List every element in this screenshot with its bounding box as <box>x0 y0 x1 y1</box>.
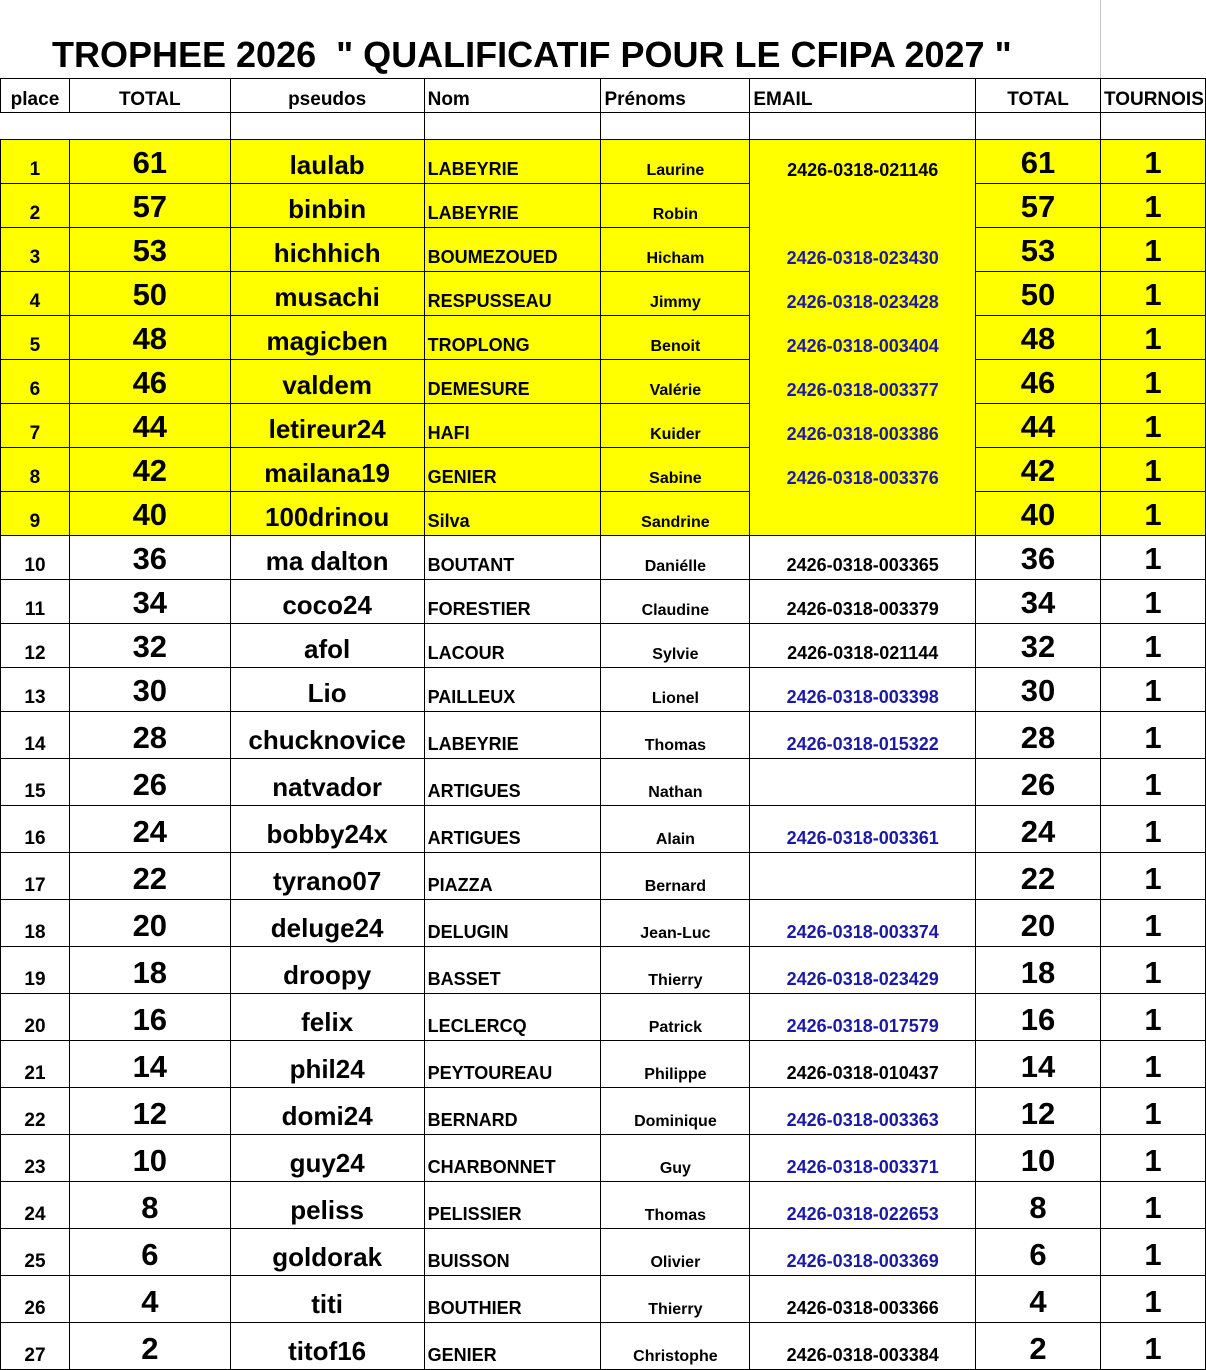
email-cell[interactable]: 2426-0318-023428 <box>750 272 976 316</box>
header-place[interactable]: place <box>1 79 70 113</box>
tournois-cell[interactable]: 1 <box>1100 759 1205 806</box>
tournois-cell[interactable]: 1 <box>1100 140 1205 184</box>
total-2-cell[interactable]: 6 <box>976 1229 1101 1276</box>
place-cell[interactable]: 18 <box>1 900 70 947</box>
total-cell[interactable]: 4 <box>69 1276 230 1323</box>
nom-cell[interactable]: FORESTIER <box>424 580 601 624</box>
tournois-cell[interactable]: 1 <box>1100 994 1205 1041</box>
tournois-cell[interactable]: 1 <box>1100 404 1205 448</box>
table-row <box>1 272 1206 316</box>
nom-cell[interactable]: CHARBONNET <box>424 1135 601 1182</box>
nom-cell[interactable]: LABEYRIE <box>424 712 601 759</box>
pseudo-cell[interactable]: felix <box>230 994 424 1041</box>
place-cell[interactable]: 24 <box>1 1182 70 1229</box>
prenom-cell[interactable]: Laurine <box>601 140 750 184</box>
total-cell[interactable]: 32 <box>69 624 230 668</box>
total-cell[interactable]: 22 <box>69 853 230 900</box>
nom-cell[interactable]: GENIER <box>424 1323 601 1370</box>
place-cell[interactable]: 23 <box>1 1135 70 1182</box>
pseudo-cell[interactable]: valdem <box>230 360 424 404</box>
tournois-cell[interactable]: 1 <box>1100 668 1205 712</box>
table-row <box>1 1323 1206 1370</box>
table-row <box>1 806 1206 853</box>
nom-cell[interactable]: LECLERCQ <box>424 994 601 1041</box>
table-row <box>1 668 1206 712</box>
nom-cell[interactable]: ARTIGUES <box>424 759 601 806</box>
table-row <box>1 1229 1206 1276</box>
pseudo-cell[interactable]: goldorak <box>230 1229 424 1276</box>
prenom-cell[interactable]: Valérie <box>601 360 750 404</box>
prenom-cell[interactable]: Thomas <box>601 712 750 759</box>
tournois-cell[interactable]: 1 <box>1100 1135 1205 1182</box>
tournois-cell[interactable]: 1 <box>1100 536 1205 580</box>
place-cell[interactable]: 13 <box>1 668 70 712</box>
nom-cell[interactable]: PELISSIER <box>424 1182 601 1229</box>
total-cell[interactable]: 40 <box>69 492 230 536</box>
place-cell[interactable]: 9 <box>1 492 70 536</box>
total-2-cell[interactable]: 12 <box>976 1088 1101 1135</box>
prenom-cell[interactable]: Daniélle <box>601 536 750 580</box>
total-2-cell[interactable]: 40 <box>976 492 1101 536</box>
total-cell[interactable]: 2 <box>69 1323 230 1370</box>
total-cell[interactable]: 44 <box>69 404 230 448</box>
table-row <box>1 360 1206 404</box>
table-row <box>1 448 1206 492</box>
nom-cell[interactable]: PIAZZA <box>424 853 601 900</box>
pseudo-cell[interactable]: tyrano07 <box>230 853 424 900</box>
place-cell[interactable]: 1 <box>1 140 70 184</box>
nom-cell[interactable]: HAFI <box>424 404 601 448</box>
nom-cell[interactable]: Silva <box>424 492 601 536</box>
tournois-cell[interactable]: 1 <box>1100 624 1205 668</box>
prenom-cell[interactable]: Olivier <box>601 1229 750 1276</box>
nom-cell[interactable]: BOUTANT <box>424 536 601 580</box>
email-cell[interactable]: 2426-0318-022653 <box>750 1182 976 1229</box>
total-2-cell[interactable]: 14 <box>976 1041 1101 1088</box>
total-2-cell[interactable]: 42 <box>976 448 1101 492</box>
total-2-cell[interactable]: 50 <box>976 272 1101 316</box>
pseudo-cell[interactable]: magicben <box>230 316 424 360</box>
tournois-cell[interactable]: 1 <box>1100 806 1205 853</box>
prenom-cell[interactable]: Claudine <box>601 580 750 624</box>
email-cell[interactable] <box>750 759 976 806</box>
table-row <box>1 580 1206 624</box>
tournois-cell[interactable]: 1 <box>1100 1229 1205 1276</box>
header-row <box>1 79 1206 113</box>
email-cell[interactable] <box>750 853 976 900</box>
table-row <box>1 404 1206 448</box>
table-row <box>1 1088 1206 1135</box>
column-divider <box>1100 0 1101 78</box>
sheet-title-area <box>0 0 1100 78</box>
total-cell[interactable]: 36 <box>69 536 230 580</box>
table-row <box>1 492 1206 536</box>
prenom-cell[interactable]: Thierry <box>601 947 750 994</box>
total-cell[interactable]: 18 <box>69 947 230 994</box>
prenom-cell[interactable]: Hicham <box>601 228 750 272</box>
total-2-cell[interactable]: 20 <box>976 900 1101 947</box>
total-2-cell[interactable]: 16 <box>976 994 1101 1041</box>
email-cell[interactable]: 2426-0318-003366 <box>750 1276 976 1323</box>
email-cell[interactable]: 2426-0318-021146 <box>750 140 976 184</box>
place-cell[interactable]: 5 <box>1 316 70 360</box>
tournois-cell[interactable]: 1 <box>1100 1276 1205 1323</box>
prenom-cell[interactable]: Bernard <box>601 853 750 900</box>
nom-cell[interactable]: ARTIGUES <box>424 806 601 853</box>
nom-cell[interactable]: BERNARD <box>424 1088 601 1135</box>
table-row <box>1 624 1206 668</box>
prenom-cell[interactable]: Guy <box>601 1135 750 1182</box>
prenom-cell[interactable]: Robin <box>601 184 750 228</box>
total-cell[interactable]: 14 <box>69 1041 230 1088</box>
table-row <box>1 759 1206 806</box>
email-cell[interactable]: 2426-0318-021144 <box>750 624 976 668</box>
place-cell[interactable]: 12 <box>1 624 70 668</box>
total-2-cell[interactable]: 30 <box>976 668 1101 712</box>
tournois-cell[interactable]: 1 <box>1100 853 1205 900</box>
table-row <box>1 900 1206 947</box>
total-cell[interactable]: 16 <box>69 994 230 1041</box>
pseudo-cell[interactable]: peliss <box>230 1182 424 1229</box>
table-row <box>1 853 1206 900</box>
place-cell[interactable]: 19 <box>1 947 70 994</box>
place-cell[interactable]: 2 <box>1 184 70 228</box>
place-cell[interactable]: 10 <box>1 536 70 580</box>
pseudo-cell[interactable]: ma dalton <box>230 536 424 580</box>
pseudo-cell[interactable]: Lio <box>230 668 424 712</box>
pseudo-cell[interactable]: natvador <box>230 759 424 806</box>
place-cell[interactable]: 14 <box>1 712 70 759</box>
prenom-cell[interactable]: Thierry <box>601 1276 750 1323</box>
nom-cell[interactable]: GENIER <box>424 448 601 492</box>
total-2-cell[interactable]: 26 <box>976 759 1101 806</box>
total-2-cell[interactable]: 48 <box>976 316 1101 360</box>
email-cell[interactable] <box>750 492 976 536</box>
tournois-cell[interactable]: 1 <box>1100 272 1205 316</box>
total-2-cell[interactable]: 18 <box>976 947 1101 994</box>
place-cell[interactable]: 6 <box>1 360 70 404</box>
pseudo-cell[interactable]: titof16 <box>230 1323 424 1370</box>
tournois-cell[interactable]: 1 <box>1100 448 1205 492</box>
tournois-cell[interactable]: 1 <box>1100 360 1205 404</box>
pseudo-cell[interactable]: binbin <box>230 184 424 228</box>
nom-cell[interactable]: LABEYRIE <box>424 140 601 184</box>
email-cell[interactable]: 2426-0318-003363 <box>750 1088 976 1135</box>
header-pseudos[interactable]: pseudos <box>230 79 424 113</box>
tournois-cell[interactable]: 1 <box>1100 1041 1205 1088</box>
total-2-cell[interactable]: 4 <box>976 1276 1101 1323</box>
table-row <box>1 712 1206 759</box>
total-2-cell[interactable]: 36 <box>976 536 1101 580</box>
email-cell[interactable]: 2426-0318-003371 <box>750 1135 976 1182</box>
total-2-cell[interactable]: 10 <box>976 1135 1101 1182</box>
pseudo-cell[interactable]: bobby24x <box>230 806 424 853</box>
prenom-cell[interactable]: Dominique <box>601 1088 750 1135</box>
place-cell[interactable]: 7 <box>1 404 70 448</box>
table-row <box>1 994 1206 1041</box>
nom-cell[interactable]: PAILLEUX <box>424 668 601 712</box>
prenom-cell[interactable]: Philippe <box>601 1041 750 1088</box>
pseudo-cell[interactable]: laulab <box>230 140 424 184</box>
nom-cell[interactable]: BASSET <box>424 947 601 994</box>
place-cell[interactable]: 20 <box>1 994 70 1041</box>
total-cell[interactable]: 28 <box>69 712 230 759</box>
place-cell[interactable]: 11 <box>1 580 70 624</box>
tournois-cell[interactable]: 1 <box>1100 316 1205 360</box>
place-cell[interactable]: 27 <box>1 1323 70 1370</box>
email-cell[interactable]: 2426-0318-023430 <box>750 228 976 272</box>
nom-cell[interactable]: LABEYRIE <box>424 184 601 228</box>
email-cell[interactable]: 2426-0318-003369 <box>750 1229 976 1276</box>
prenom-cell[interactable]: Benoit <box>601 316 750 360</box>
email-cell[interactable]: 2426-0318-003377 <box>750 360 976 404</box>
email-cell[interactable]: 2426-0318-003376 <box>750 448 976 492</box>
tournois-cell[interactable]: 1 <box>1100 1182 1205 1229</box>
nom-cell[interactable]: PEYTOUREAU <box>424 1041 601 1088</box>
total-2-cell[interactable]: 22 <box>976 853 1101 900</box>
total-2-cell[interactable]: 46 <box>976 360 1101 404</box>
tournois-cell[interactable]: 1 <box>1100 1323 1205 1370</box>
table-row <box>1 1135 1206 1182</box>
pseudo-cell[interactable]: titi <box>230 1276 424 1323</box>
sheet-title: TROPHEE 2026 " QUALIFICATIF POUR LE CFIPA 2027 " <box>52 34 1012 75</box>
table-row <box>1 1182 1206 1229</box>
header-nom[interactable]: Nom <box>424 79 601 113</box>
total-2-cell[interactable]: 8 <box>976 1182 1101 1229</box>
place-cell[interactable]: 21 <box>1 1041 70 1088</box>
total-cell[interactable]: 12 <box>69 1088 230 1135</box>
prenom-cell[interactable]: Kuider <box>601 404 750 448</box>
email-cell[interactable] <box>750 184 976 228</box>
spacer-row <box>1 113 1206 140</box>
total-cell[interactable]: 48 <box>69 316 230 360</box>
pseudo-cell[interactable]: guy24 <box>230 1135 424 1182</box>
tournois-cell[interactable]: 1 <box>1100 947 1205 994</box>
pseudo-cell[interactable]: coco24 <box>230 580 424 624</box>
tournois-cell[interactable]: 1 <box>1100 492 1205 536</box>
header-total[interactable]: TOTAL <box>69 79 230 113</box>
prenom-cell[interactable]: Christophe <box>601 1323 750 1370</box>
nom-cell[interactable]: TROPLONG <box>424 316 601 360</box>
total-2-cell[interactable]: 32 <box>976 624 1101 668</box>
prenom-cell[interactable]: Sandrine <box>601 492 750 536</box>
total-2-cell[interactable]: 61 <box>976 140 1101 184</box>
total-2-cell[interactable]: 2 <box>976 1323 1101 1370</box>
total-cell[interactable]: 34 <box>69 580 230 624</box>
total-2-cell[interactable]: 57 <box>976 184 1101 228</box>
pseudo-cell[interactable]: afol <box>230 624 424 668</box>
header-tournois[interactable]: TOURNOIS <box>1100 79 1205 113</box>
total-cell[interactable]: 30 <box>69 668 230 712</box>
email-cell[interactable]: 2426-0318-003386 <box>750 404 976 448</box>
pseudo-cell[interactable]: droopy <box>230 947 424 994</box>
email-cell[interactable]: 2426-0318-003374 <box>750 900 976 947</box>
email-cell[interactable]: 2426-0318-003365 <box>750 536 976 580</box>
pseudo-cell[interactable]: chucknovice <box>230 712 424 759</box>
email-cell[interactable]: 2426-0318-017579 <box>750 994 976 1041</box>
email-cell[interactable]: 2426-0318-003404 <box>750 316 976 360</box>
nom-cell[interactable]: BUISSON <box>424 1229 601 1276</box>
email-cell[interactable]: 2426-0318-010437 <box>750 1041 976 1088</box>
place-cell[interactable]: 4 <box>1 272 70 316</box>
email-cell[interactable]: 2426-0318-023429 <box>750 947 976 994</box>
total-cell[interactable]: 46 <box>69 360 230 404</box>
pseudo-cell[interactable]: letireur24 <box>230 404 424 448</box>
pseudo-cell[interactable]: phil24 <box>230 1041 424 1088</box>
table-row <box>1 184 1206 228</box>
email-cell[interactable]: 2426-0318-015322 <box>750 712 976 759</box>
pseudo-cell[interactable]: mailana19 <box>230 448 424 492</box>
prenom-cell[interactable]: Alain <box>601 806 750 853</box>
total-2-cell[interactable]: 34 <box>976 580 1101 624</box>
place-cell[interactable]: 17 <box>1 853 70 900</box>
total-cell[interactable]: 6 <box>69 1229 230 1276</box>
table-row <box>1 1276 1206 1323</box>
nom-cell[interactable]: BOUTHIER <box>424 1276 601 1323</box>
header-total-2[interactable]: TOTAL <box>976 79 1101 113</box>
total-cell[interactable]: 26 <box>69 759 230 806</box>
place-cell[interactable]: 26 <box>1 1276 70 1323</box>
total-2-cell[interactable]: 44 <box>976 404 1101 448</box>
prenom-cell[interactable]: Jimmy <box>601 272 750 316</box>
place-cell[interactable]: 8 <box>1 448 70 492</box>
nom-cell[interactable]: LACOUR <box>424 624 601 668</box>
pseudo-cell[interactable]: 100drinou <box>230 492 424 536</box>
nom-cell[interactable]: DEMESURE <box>424 360 601 404</box>
place-cell[interactable]: 15 <box>1 759 70 806</box>
tournois-cell[interactable]: 1 <box>1100 1088 1205 1135</box>
place-cell[interactable]: 16 <box>1 806 70 853</box>
total-cell[interactable]: 42 <box>69 448 230 492</box>
total-cell[interactable]: 20 <box>69 900 230 947</box>
header-prenoms[interactable]: Prénoms <box>601 79 750 113</box>
total-2-cell[interactable]: 53 <box>976 228 1101 272</box>
prenom-cell[interactable]: Sylvie <box>601 624 750 668</box>
prenom-cell[interactable]: Lionel <box>601 668 750 712</box>
table-row <box>1 947 1206 994</box>
email-cell[interactable]: 2426-0318-003379 <box>750 580 976 624</box>
prenom-cell[interactable]: Jean-Luc <box>601 900 750 947</box>
pseudo-cell[interactable]: domi24 <box>230 1088 424 1135</box>
total-2-cell[interactable]: 24 <box>976 806 1101 853</box>
email-cell[interactable]: 2426-0318-003361 <box>750 806 976 853</box>
place-cell[interactable]: 25 <box>1 1229 70 1276</box>
pseudo-cell[interactable]: hichhich <box>230 228 424 272</box>
tournois-cell[interactable]: 1 <box>1100 712 1205 759</box>
total-cell[interactable]: 50 <box>69 272 230 316</box>
nom-cell[interactable]: BOUMEZOUED <box>424 228 601 272</box>
total-cell[interactable]: 24 <box>69 806 230 853</box>
table-row <box>1 316 1206 360</box>
prenom-cell[interactable]: Sabine <box>601 448 750 492</box>
nom-cell[interactable]: RESPUSSEAU <box>424 272 601 316</box>
place-cell[interactable]: 22 <box>1 1088 70 1135</box>
total-cell[interactable]: 61 <box>69 140 230 184</box>
email-cell[interactable]: 2426-0318-003398 <box>750 668 976 712</box>
prenom-cell[interactable]: Thomas <box>601 1182 750 1229</box>
table-row <box>1 536 1206 580</box>
pseudo-cell[interactable]: deluge24 <box>230 900 424 947</box>
tournois-cell[interactable]: 1 <box>1100 900 1205 947</box>
table-row <box>1 140 1206 184</box>
total-cell[interactable]: 8 <box>69 1182 230 1229</box>
total-2-cell[interactable]: 28 <box>976 712 1101 759</box>
tournois-cell[interactable]: 1 <box>1100 228 1205 272</box>
tournois-cell[interactable]: 1 <box>1100 580 1205 624</box>
tournois-cell[interactable]: 1 <box>1100 184 1205 228</box>
pseudo-cell[interactable]: musachi <box>230 272 424 316</box>
total-cell[interactable]: 10 <box>69 1135 230 1182</box>
ranking-table <box>0 78 1206 1370</box>
total-cell[interactable]: 53 <box>69 228 230 272</box>
table-row <box>1 228 1206 272</box>
total-cell[interactable]: 57 <box>69 184 230 228</box>
prenom-cell[interactable]: Nathan <box>601 759 750 806</box>
email-cell[interactable]: 2426-0318-003384 <box>750 1323 976 1370</box>
table-row <box>1 1041 1206 1088</box>
header-email[interactable]: EMAIL <box>750 79 976 113</box>
prenom-cell[interactable]: Patrick <box>601 994 750 1041</box>
place-cell[interactable]: 3 <box>1 228 70 272</box>
nom-cell[interactable]: DELUGIN <box>424 900 601 947</box>
